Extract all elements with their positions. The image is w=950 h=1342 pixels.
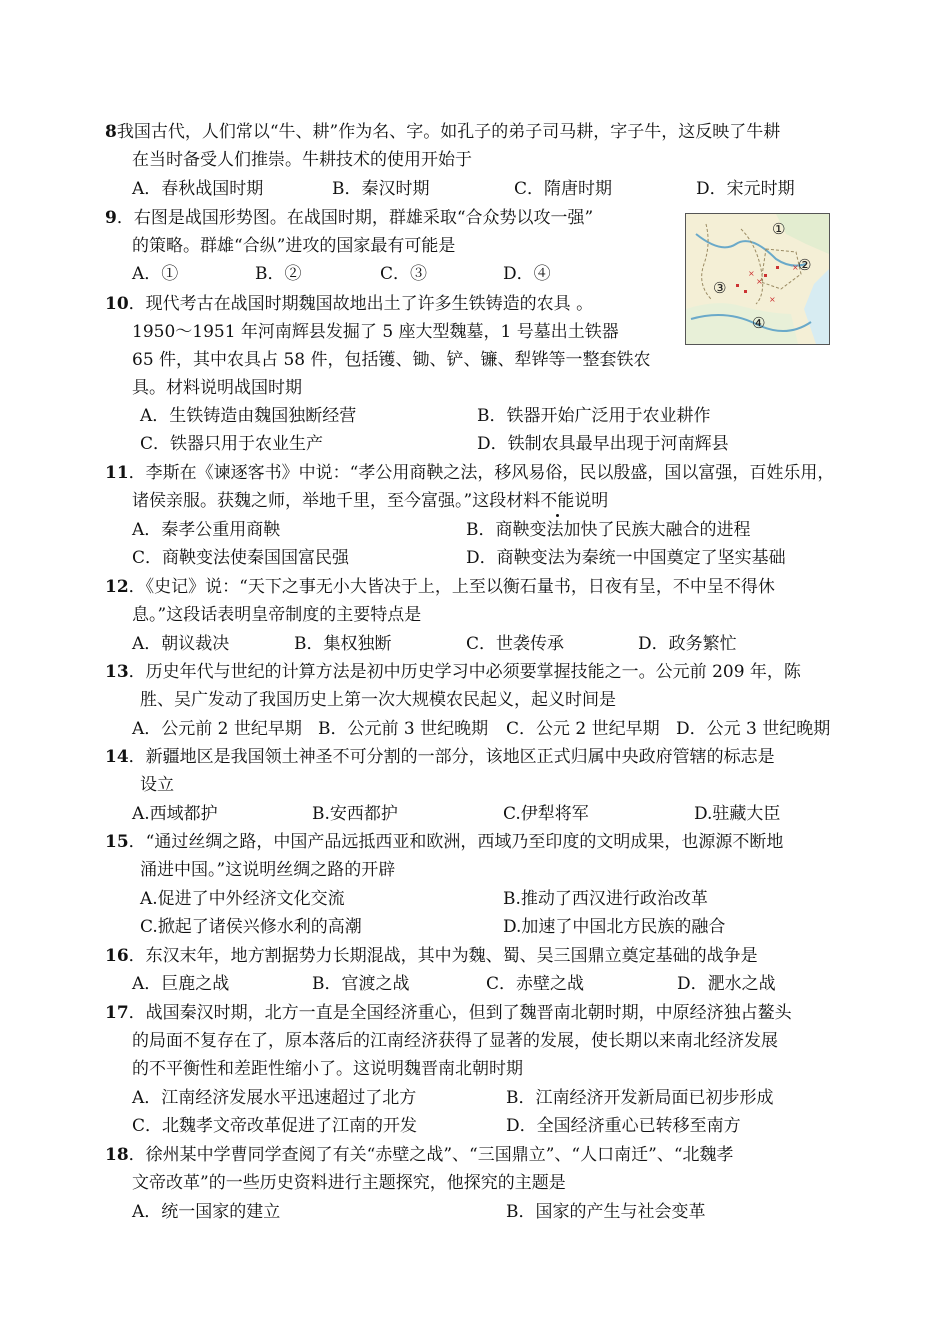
q11-number: 11 [105, 463, 129, 483]
q18-option-b: B．国家的产生与社会变革 [506, 1202, 706, 1222]
q13-option-d: D．公元 3 世纪晚期 [676, 719, 831, 739]
q8-number: 8 [105, 122, 117, 142]
q17-number: 17 [105, 1003, 129, 1023]
q14-option-b: B.安西都护 [312, 804, 398, 824]
q18-stem-line1: 18．徐州某中学曹同学查阅了有关“赤壁之战”、“三国鼎立”、“人口南迁”、“北魏孝 [105, 1145, 734, 1165]
q16-option-a: A．巨鹿之战 [132, 974, 230, 994]
emphasis-not: 不能 [540, 491, 575, 511]
q13-option-a: A．公元前 2 世纪早期 [132, 719, 302, 739]
map-illustration [686, 214, 829, 344]
q14-stem-line2: 设立 [140, 775, 174, 795]
q11-stem-line2: 诸侯亲服。获魏之师，举地千里，至今富强。”这段材料不能说明 [132, 491, 609, 511]
q10-number: 10 [105, 294, 129, 314]
map-label-3: ③ [713, 279, 727, 297]
q12-number: 12 [105, 577, 129, 597]
q18-number: 18 [105, 1145, 129, 1165]
q9-stem-line2: 的策略。群雄“合纵”进攻的国家最有可能是 [132, 236, 456, 256]
q14-number: 14 [105, 747, 129, 767]
q9-option-b: B．② [255, 264, 302, 284]
q10-stem-line1: 10．现代考古在战国时期魏国故地出土了许多生铁铸造的农具 。 [105, 294, 594, 314]
q12-stem-line1: 12．《史记》说：“天下之事无小大皆决于上，上至以衡石量书，日夜有呈，不中呈不得休 [105, 577, 775, 597]
q16-option-b: B．官渡之战 [312, 974, 410, 994]
q10-option-c: C．铁器只用于农业生产 [140, 434, 324, 454]
map-label-4: ④ [752, 314, 766, 332]
svg-text:×: × [792, 263, 799, 272]
q10-stem-line2: 1950～1951 年河南辉县发掘了 5 座大型魏墓，1 号墓出土铁器 [132, 322, 619, 342]
q10-option-b: B．铁器开始广泛用于农业耕作 [477, 406, 711, 426]
q15-option-a: A.促进了中外经济文化交流 [140, 889, 345, 909]
q11-option-d: D．商鞅变法为秦统一中国奠定了坚实基础 [466, 548, 786, 568]
svg-text:×: × [748, 269, 755, 278]
q13-stem-line1: 13．历史年代与世纪的计算方法是初中历史学习中必须要掌握技能之一。公元前 209 年，陈 [105, 662, 801, 682]
q9-option-d: D．④ [503, 264, 551, 284]
q10-stem-line3: 65 件，其中农具占 58 件，包括镬、锄、铲、镰、犁铧等一整套铁农 [132, 350, 651, 370]
q8-stem-line2: 在当时备受人们推崇。牛耕技术的使用开始于 [132, 150, 472, 170]
q16-option-c: C．赤壁之战 [486, 974, 585, 994]
map-label-2: ② [798, 256, 812, 274]
q13-option-c: C．公元 2 世纪早期 [506, 719, 660, 739]
q12-option-b: B．集权独断 [294, 634, 392, 654]
q14-stem-line1: 14．新疆地区是我国领土神圣不可分割的一部分，该地区正式归属中央政府管辖的标志是 [105, 747, 775, 767]
q12-option-a: A．朝议裁决 [132, 634, 230, 654]
q15-stem-line2: 涌进中国。”这说明丝绸之路的开辟 [140, 860, 396, 880]
q14-option-d: D.驻藏大臣 [694, 804, 781, 824]
q18-option-a: A．统一国家的建立 [132, 1202, 281, 1222]
svg-text:×: × [769, 295, 776, 304]
q13-option-b: B．公元前 3 世纪晚期 [318, 719, 489, 739]
q12-option-d: D．政务繁忙 [638, 634, 737, 654]
q17-stem-line3: 的不平衡性和差距性缩小了。这说明魏晋南北朝时期 [132, 1059, 523, 1079]
q15-stem-line1: 15．“通过丝绸之路，中国产品远抵西亚和欧洲，西域乃至印度的文明成果，也源源不断地 [105, 832, 784, 852]
q11-option-c: C．商鞅变法使秦国国富民强 [132, 548, 350, 568]
q15-option-d: D.加速了中国北方民族的融合 [503, 917, 726, 937]
q14-option-a: A.西域都护 [132, 804, 218, 824]
q11-stem-line1: 11．李斯在《谏逐客书》中说：“孝公用商鞅之法，移风易俗，民以殷盛，国以富强，百姓乐用， [105, 463, 835, 483]
q16-option-d: D．淝水之战 [677, 974, 776, 994]
q12-stem-line2: 息。”这段话表明皇帝制度的主要特点是 [132, 605, 422, 625]
q8-stem-line1: 8我国古代，人们常以“牛、耕”作为名、字。如孔子的弟子司马耕，字子牛，这反映了牛耕 [105, 122, 781, 142]
warring-states-map [685, 213, 830, 345]
q17-option-d: D．全国经济重心已转移至南方 [506, 1116, 741, 1136]
q16-stem-line1: 16．东汉末年，地方割据势力长期混战，其中为魏、蜀、吴三国鼎立奠定基础的战争是 [105, 946, 758, 966]
q13-stem-line2: 胜、吴广发动了我国历史上第一次大规模农民起义，起义时间是 [140, 690, 616, 710]
q10-option-d: D．铁制农具最早出现于河南辉县 [477, 434, 729, 454]
q14-option-c: C.伊犁将军 [503, 804, 589, 824]
q17-option-a: A．江南经济发展水平迅速超过了北方 [132, 1088, 417, 1108]
q17-stem-line2: 的局面不复存在了，原本落后的江南经济获得了显著的发展，使长期以来南北经济发展 [132, 1031, 778, 1051]
q8-option-d: D．宋元时期 [696, 179, 795, 199]
q15-number: 15 [105, 832, 129, 852]
q11-option-a: A．秦孝公重用商鞅 [132, 520, 281, 540]
q16-number: 16 [105, 946, 129, 966]
q8-option-b: B．秦汉时期 [332, 179, 430, 199]
svg-text:×: × [756, 277, 763, 286]
q17-option-b: B．江南经济开发新局面已初步形成 [506, 1088, 774, 1108]
q17-stem-line1: 17．战国秦汉时期，北方一直是全国经济重心，但到了魏晋南北朝时期，中原经济独占鳌头 [105, 1003, 792, 1023]
q11-option-b: B．商鞅变法加快了民族大融合的进程 [466, 520, 751, 540]
q10-option-a: A．生铁铸造由魏国独断经营 [140, 406, 357, 426]
q8-option-a: A．春秋战国时期 [132, 179, 264, 199]
q13-number: 13 [105, 662, 129, 682]
q9-option-c: C．③ [380, 264, 428, 284]
q15-option-b: B.推动了西汉进行政治改革 [503, 889, 708, 909]
q15-option-c: C.掀起了诸侯兴修水利的高潮 [140, 917, 362, 937]
map-label-1: ① [772, 220, 786, 238]
q12-option-c: C．世袭传承 [466, 634, 565, 654]
q10-stem-line4: 具。材料说明战国时期 [132, 378, 302, 398]
q9-option-a: A．① [132, 264, 179, 284]
q18-stem-line2: 文帝改革”的一些历史资料进行主题探究，他探究的主题是 [132, 1173, 566, 1193]
q9-number: 9 [105, 208, 117, 228]
q17-option-c: C．北魏孝文帝改革促进了江南的开发 [132, 1116, 418, 1136]
q8-option-c: C．隋唐时期 [514, 179, 613, 199]
q9-stem-line1: 9．右图是战国形势图。在战国时期，群雄采取“合众势以攻一强” [105, 208, 594, 228]
